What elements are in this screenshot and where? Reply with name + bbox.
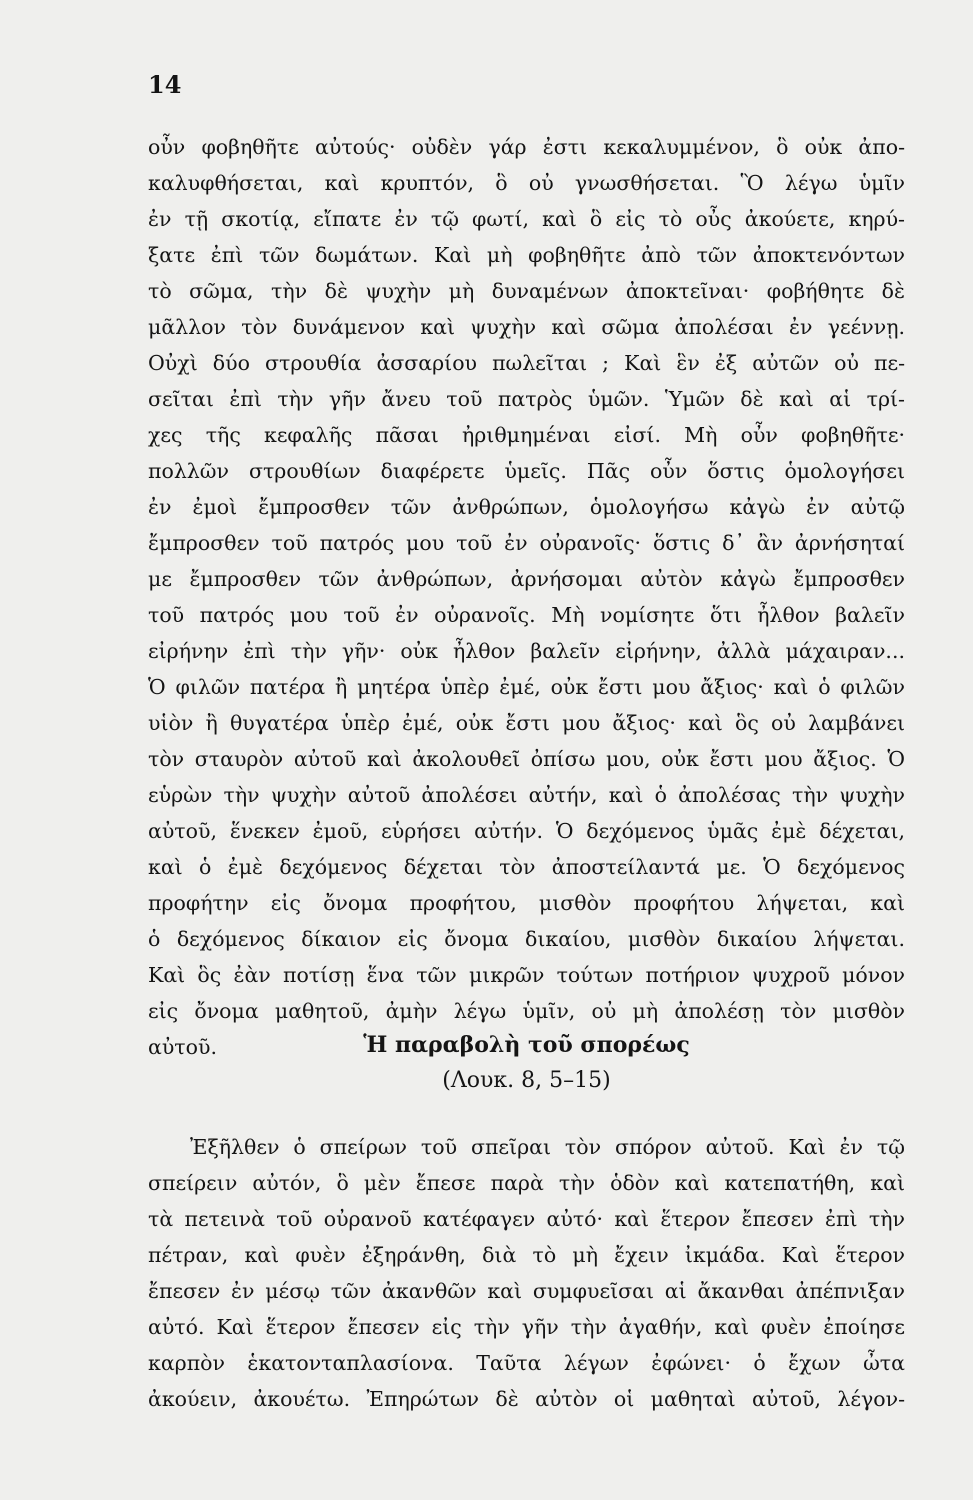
- text-line: αὐτοῦ, ἕνεκεν ἐμοῦ, εὑρήσει αὐτήν. Ὁ δεχόμενος ὑμᾶς ἐμὲ δέχεται,: [148, 819, 905, 843]
- text-line: Οὐχὶ δύο στρουθία ἀσσαρίου πωλεῖται ; Καὶ ἓν ἐξ αὐτῶν οὐ πε-: [148, 351, 905, 375]
- section-reference: (Λουκ. 8, 5–15): [442, 1068, 611, 1093]
- text-line: Ἐξῆλθεν ὁ σπείρων τοῦ σπεῖραι τὸν σπόρον αὐτοῦ. Καὶ ἐν τῷ: [190, 1135, 905, 1159]
- text-line: ὁ δεχόμενος δίκαιον εἰς ὄνομα δικαίου, μισθὸν δικαίου λήψεται.: [148, 927, 905, 951]
- text-line: προφήτην εἰς ὄνομα προφήτου, μισθὸν προφήτου λήψεται, καὶ: [148, 891, 905, 915]
- text-line: εἰρήνην ἐπὶ τὴν γῆν· οὐκ ἦλθον βαλεῖν εἰρήνην, ἀλλὰ μάχαιραν...: [148, 639, 905, 663]
- text-line: ἔμπροσθεν τοῦ πατρός μου τοῦ ἐν οὐρανοῖς· ὅστις δ᾽ ἂν ἀρνήσηταί: [148, 531, 905, 555]
- text-line: υἱὸν ἢ θυγατέρα ὑπὲρ ἐμέ, οὐκ ἔστι μου ἄξιος· καὶ ὃς οὐ λαμβάνει: [148, 711, 905, 735]
- text-block-matthew: [148, 129, 905, 1065]
- text-line: Ὁ φιλῶν πατέρα ἢ μητέρα ὑπὲρ ἐμέ, οὐκ ἔστι μου ἄξιος· καὶ ὁ φιλῶν: [148, 675, 905, 699]
- text-line: Καὶ ὃς ἐὰν ποτίσῃ ἕνα τῶν μικρῶν τούτων ποτήριον ψυχροῦ μόνον: [148, 963, 905, 987]
- text-line: ἐν ἐμοὶ ἔμπροσθεν τῶν ἀνθρώπων, ὁμολογήσω κἀγὼ ἐν αὐτῷ: [148, 495, 905, 519]
- text-line: ἐν τῇ σκοτίᾳ, εἴπατε ἐν τῷ φωτί, καὶ ὃ εἰς τὸ οὖς ἀκούετε, κηρύ-: [148, 207, 905, 231]
- text-line: καρπὸν ἑκατονταπλασίονα. Ταῦτα λέγων ἐφώνει· ὁ ἔχων ὦτα: [148, 1351, 905, 1375]
- text-line: πέτραν, καὶ φυὲν ἐξηράνθη, διὰ τὸ μὴ ἔχειν ἰκμάδα. Καὶ ἕτερον: [148, 1243, 905, 1267]
- text-line: ἀκούειν, ἀκουέτω. Ἐπηρώτων δὲ αὐτὸν οἱ μαθηταὶ αὐτοῦ, λέγον-: [148, 1387, 905, 1411]
- text-line: καὶ ὁ ἐμὲ δεχόμενος δέχεται τὸν ἀποστείλαντά με. Ὁ δεχόμενος: [148, 855, 905, 879]
- text-line: αὐτοῦ.: [148, 1035, 217, 1059]
- text-line: εὑρὼν τὴν ψυχὴν αὐτοῦ ἀπολέσει αὐτήν, καὶ ὁ ἀπολέσας τὴν ψυχὴν: [148, 783, 905, 807]
- text-line: σεῖται ἐπὶ τὴν γῆν ἄνευ τοῦ πατρὸς ὑμῶν. Ὑμῶν δὲ καὶ αἱ τρί-: [148, 387, 905, 411]
- text-line: τὰ πετεινὰ τοῦ οὐρανοῦ κατέφαγεν αὐτό· καὶ ἕτερον ἔπεσεν ἐπὶ τὴν: [148, 1207, 905, 1231]
- text-line: σπείρειν αὐτόν, ὃ μὲν ἔπεσε παρὰ τὴν ὁδὸν καὶ κατεπατήθη, καὶ: [148, 1171, 905, 1195]
- text-line: ξατε ἐπὶ τῶν δωμάτων. Καὶ μὴ φοβηθῆτε ἀπὸ τῶν ἀποκτενόντων: [148, 243, 905, 267]
- text-line: αὐτό. Καὶ ἕτερον ἔπεσεν εἰς τὴν γῆν τὴν ἀγαθήν, καὶ φυὲν ἐποίησε: [148, 1315, 905, 1339]
- text-block-parable: [148, 1129, 905, 1417]
- text-line: εἰς ὄνομα μαθητοῦ, ἀμὴν λέγω ὑμῖν, οὐ μὴ ἀπολέσῃ τὸν μισθὸν: [148, 999, 905, 1023]
- text-line: με ἔμπροσθεν τῶν ἀνθρώπων, ἀρνήσομαι αὐτὸν κἀγὼ ἔμπροσθεν: [148, 567, 905, 591]
- text-line: χες τῆς κεφαλῆς πᾶσαι ἠριθμημέναι εἰσί. Μὴ οὖν φοβηθῆτε·: [148, 423, 905, 447]
- text-line: τὸν σταυρὸν αὐτοῦ καὶ ἀκολουθεῖ ὀπίσω μου, οὐκ ἔστι μου ἄξιος. Ὁ: [148, 747, 905, 771]
- text-line: ἔπεσεν ἐν μέσῳ τῶν ἀκανθῶν καὶ συμφυεῖσαι αἱ ἄκανθαι ἀπέπνιξαν: [148, 1279, 905, 1303]
- text-line: οὖν φοβηθῆτε αὐτούς· οὐδὲν γάρ ἐστι κεκαλυμμένον, ὃ οὐκ ἀπο-: [148, 135, 905, 159]
- section-title: Ἡ παραβολὴ τοῦ σπορέως: [363, 1032, 690, 1058]
- text-line: τὸ σῶμα, τὴν δὲ ψυχὴν μὴ δυναμένων ἀποκτεῖναι· φοβήθητε δὲ: [148, 279, 905, 303]
- text-line: πολλῶν στρουθίων διαφέρετε ὑμεῖς. Πᾶς οὖν ὅστις ὁμολογήσει: [148, 459, 905, 483]
- text-line: μᾶλλον τὸν δυνάμενον καὶ ψυχὴν καὶ σῶμα ἀπολέσαι ἐν γεέννῃ.: [148, 315, 905, 339]
- text-line: τοῦ πατρός μου τοῦ ἐν οὐρανοῖς. Μὴ νομίσητε ὅτι ἦλθον βαλεῖν: [148, 603, 905, 627]
- text-line: καλυφθήσεται, καὶ κρυπτόν, ὃ οὐ γνωσθήσεται. Ὃ λέγω ὑμῖν: [148, 171, 905, 195]
- page-number: 14: [148, 70, 182, 99]
